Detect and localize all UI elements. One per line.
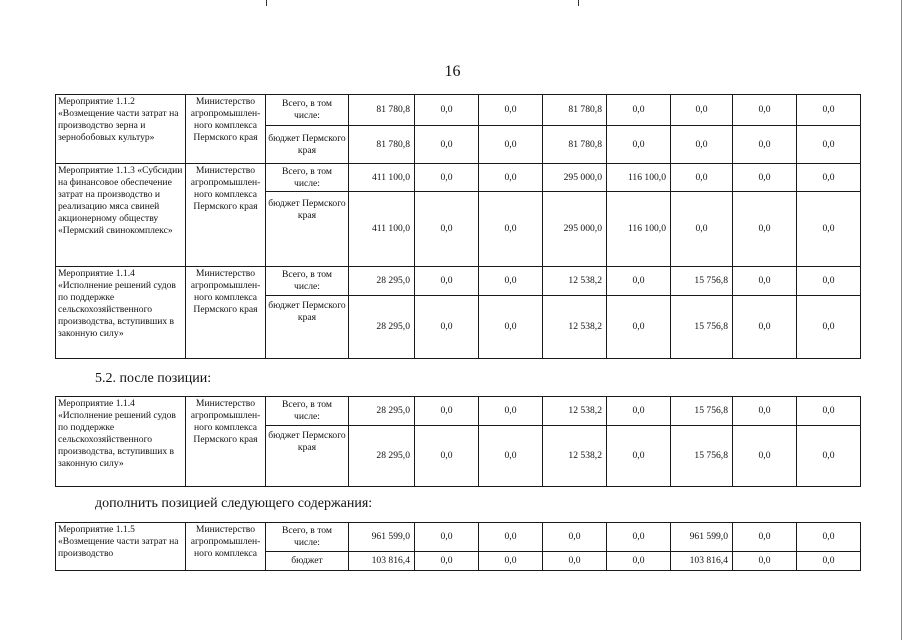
value-cell: 0,0 [797,267,861,296]
value-cell: 28 295,0 [349,397,415,426]
value-cell: 0,0 [415,267,479,296]
value-cell: 295 000,0 [543,164,607,192]
value-cell: 81 780,8 [543,126,607,164]
value-cell: 961 599,0 [349,523,415,552]
value-cell: 0,0 [607,296,671,359]
value-cell: 116 100,0 [607,192,671,267]
measure-name: Мероприятие 1.1.3 «Субсидии на финансовое обеспечение затрат на производство и реализацию мяса свиней акционерному обществу «Пермский свинокомплекс» [56,164,186,267]
value-cell: 961 599,0 [671,523,733,552]
executor: Министерство агропромышлен-ного комплекса Пермского края [186,397,266,487]
funding-source: Всего, в том числе: [266,397,349,426]
value-cell: 0,0 [479,296,543,359]
value-cell: 0,0 [797,192,861,267]
value-cell: 0,0 [671,192,733,267]
value-cell: 0,0 [733,397,797,426]
value-cell: 0,0 [671,164,733,192]
value-cell: 0,0 [415,296,479,359]
value-cell: 0,0 [797,296,861,359]
value-cell: 0,0 [607,397,671,426]
value-cell: 0,0 [733,164,797,192]
value-cell: 0,0 [797,426,861,487]
value-cell: 28 295,0 [349,426,415,487]
value-cell: 12 538,2 [543,426,607,487]
value-cell: 0,0 [733,267,797,296]
value-cell: 103 816,4 [349,552,415,571]
funding-source: бюджет Пермского края [266,192,349,267]
value-cell: 0,0 [479,126,543,164]
page-number: 16 [444,63,461,80]
value-cell: 0,0 [479,426,543,487]
measure-name: Мероприятие 1.1.5 «Возмещение части затрат на производство [56,523,186,571]
value-cell: 81 780,8 [349,126,415,164]
value-cell: 0,0 [479,523,543,552]
value-cell: 0,0 [415,164,479,192]
value-cell: 103 816,4 [671,552,733,571]
table-block-2 [55,396,861,487]
value-cell: 0,0 [415,126,479,164]
value-cell: 0,0 [479,164,543,192]
value-cell: 15 756,8 [671,296,733,359]
measure-name: Мероприятие 1.1.4 «Исполнение решений судов по поддержке сельскохозяйственного производства, вступивших в законную силу» [56,397,186,487]
funding-source: Всего, в том числе: [266,267,349,296]
value-cell: 411 100,0 [349,164,415,192]
scan-border-right [901,0,902,640]
value-cell: 0,0 [479,267,543,296]
value-cell: 0,0 [733,192,797,267]
value-cell: 0,0 [797,95,861,126]
value-cell: 0,0 [797,397,861,426]
value-cell: 0,0 [415,95,479,126]
section-heading-5-2: 5.2. после позиции: [95,371,212,386]
value-cell: 0,0 [797,164,861,192]
value-cell: 0,0 [733,95,797,126]
value-cell: 12 538,2 [543,296,607,359]
value-cell: 0,0 [607,267,671,296]
value-cell: 0,0 [479,192,543,267]
value-cell: 0,0 [797,523,861,552]
value-cell: 0,0 [543,552,607,571]
value-cell: 15 756,8 [671,397,733,426]
section-heading-add: дополнить позицией следующего содержания: [95,496,373,511]
value-cell: 15 756,8 [671,267,733,296]
value-cell: 0,0 [733,523,797,552]
funding-source: Всего, в том числе: [266,95,349,126]
value-cell: 28 295,0 [349,267,415,296]
value-cell: 0,0 [415,397,479,426]
value-cell: 0,0 [733,296,797,359]
value-cell: 0,0 [415,552,479,571]
scan-mark-top [266,0,267,6]
value-cell: 411 100,0 [349,192,415,267]
funding-source: Всего, в том числе: [266,164,349,192]
value-cell: 0,0 [479,397,543,426]
value-cell: 0,0 [797,552,861,571]
value-cell: 0,0 [733,552,797,571]
value-cell: 0,0 [415,523,479,552]
executor: Министерство агропромышлен-ного комплекса [186,523,266,571]
value-cell: 12 538,2 [543,397,607,426]
value-cell: 0,0 [607,523,671,552]
value-cell: 81 780,8 [543,95,607,126]
value-cell: 15 756,8 [671,426,733,487]
value-cell: 0,0 [797,126,861,164]
value-cell: 81 780,8 [349,95,415,126]
measure-name: Мероприятие 1.1.4 «Исполнение решений судов по поддержке сельскохозяйственного производства, вступивших в законную силу» [56,267,186,359]
measure-name: Мероприятие 1.1.2 «Возмещение части затрат на производство зерна и зернобобовых культур» [56,95,186,164]
table-block-1 [55,94,861,359]
value-cell: 0,0 [479,552,543,571]
funding-source: бюджет Пермского края [266,426,349,487]
table-block-3 [55,522,861,571]
value-cell: 116 100,0 [607,164,671,192]
value-cell: 0,0 [415,426,479,487]
value-cell: 12 538,2 [543,267,607,296]
value-cell: 0,0 [607,552,671,571]
executor: Министерство агропромышлен-ного комплекса Пермского края [186,164,266,267]
value-cell: 0,0 [607,126,671,164]
value-cell: 0,0 [671,126,733,164]
executor: Министерство агропромышлен-ного комплекса Пермского края [186,95,266,164]
scan-mark-top [578,0,579,6]
value-cell: 0,0 [671,95,733,126]
value-cell: 0,0 [607,95,671,126]
value-cell: 0,0 [733,426,797,487]
value-cell: 0,0 [733,126,797,164]
funding-source: бюджет Пермского края [266,126,349,164]
executor: Министерство агропромышлен-ного комплекса Пермского края [186,267,266,359]
value-cell: 0,0 [415,192,479,267]
funding-source: Всего, в том числе: [266,523,349,552]
funding-source: бюджет [266,552,349,571]
value-cell: 28 295,0 [349,296,415,359]
value-cell: 295 000,0 [543,192,607,267]
value-cell: 0,0 [607,426,671,487]
value-cell: 0,0 [543,523,607,552]
value-cell: 0,0 [479,95,543,126]
funding-source: бюджет Пермского края [266,296,349,359]
